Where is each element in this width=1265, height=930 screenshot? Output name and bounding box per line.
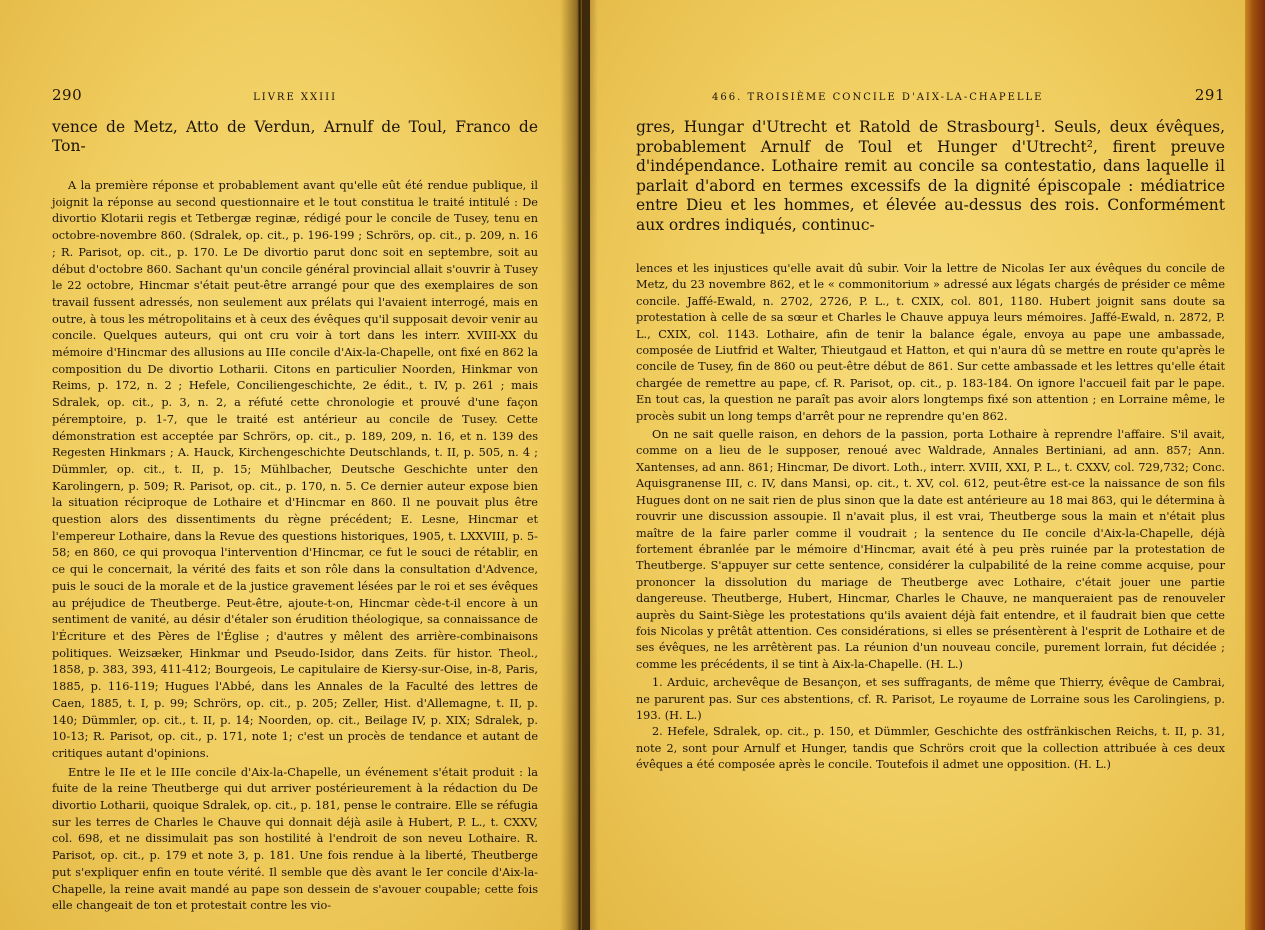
- footnote-1: 1. Arduic, archevêque de Besançon, et ses suffragants, de même que Thierry, évêque de Cambrai, ne parurent pas. Sur ces abstentions, cf. R. Parisot, Le royaume de Lorraine sous les Carolingiens, p. 193. (H. L.): [636, 676, 1225, 722]
- page-number: 290: [52, 86, 83, 104]
- footnote-paragraph: On ne sait quelle raison, en dehors de la passion, porta Lothaire à reprendre l'affaire. S'il avait, comme on a lieu de le supposer, renoué avec Waldrade, Annales Bertiniani, ad ann. 857; Ann. Xantenses, ad ann. 861; Hincmar, De divort. Loth., interr. XVIII, XXI, P. L., t. CXXV, col. 729,732; Conc. Aquisgranense III, c. IV, dans Mansi, op. cit., t. XV, col. 612, peut-être est-ce la naissance de son fils Hugues dont on ne sait rien de plus sinon que la date est antérieure au 18 mai 863, qui le détermina à rouvrir une discussion assoupie. Il n'avait plus, il est vrai, Theutberge sous la main et n'était plus maître de la faire parler comme il voudrait ; la sentence du IIe concile d'Aix-la-Chapelle, déjà fortement ébranlée par le mémoire d'Hincmar, avait été à peu près ruinée par la protestation de Theutberge. S'appuyer sur cette sentence, considérer la culpabilité de la reine comme acquise, pour prononcer la dissolution du mariage de Theutberge avec Lothaire, c'était jouer une partie dangereuse. Theutberge, Hubert, Hincmar, Charles le Chauve, ne manqueraient pas de renouveler auprès du Saint-Siège les protestations qu'ils avaient déjà fait entendre, et il faudrait bien que cette fois Nicolas y prêtât attention. Ces considérations, si elles se présentèrent à l'esprit de Lothaire et de ses évêques, ne les arrêtèrent pas. La réunion d'un nouveau concile, purement lorrain, fut décidée ; comme les précédents, il se tint à Aix-la-Chapelle. (H. L.): [636, 428, 1225, 671]
- page-number: 291: [1194, 86, 1225, 104]
- book-gutter: [560, 0, 598, 930]
- running-head: 466. TROISIÈME CONCILE D'AIX-LA-CHAPELLE: [712, 92, 1044, 103]
- footnote-paragraph: A la première réponse et probablement avant qu'elle eût été rendue publique, il joignit la réponse au second questionnaire et le tout constitua le traité intitulé : De divortio Klotarii regis et Tetbergæ reginæ, rédigé pour le concile de Tusey, tenu en octobre-novembre 860. (Sdralek, op. cit., p. 196-199 ; Schrörs, op. cit., p. 209, n. 16 ; R. Parisot, op. cit., p. 170. Le De divortio parut donc soit en septembre, soit au début d'octobre 860. Sachant qu'un concile général provincial allait s'ouvrir à Tusey le 22 octobre, Hincmar s'était peut-être arrangé pour que des exemplaires de son travail fussent adressés, non seulement aux prélats qui l'avaient interrogé, mais en outre, à tous les métropolitains et à ceux des évêques qu'il supposait devoir venir au concile. Quelques auteurs, qui ont cru voir à tort dans les interr. XVIII-XX du mémoire d'Hincmar des allusions au IIIe concile d'Aix-la-Chapelle, ont fixé en 862 la composition du De divortio Lotharii. Citons en particulier Noorden, Hinkmar von Reims, p. 172, n. 2 ; Hefele, Conciliengeschichte, 2e édit., t. IV, p. 261 ; mais Sdralek, op. cit., p. 3, n. 2, a réfuté cette chronologie et prouvé d'une façon péremptoire, p. 1-7, que le traité est antérieur au concile de Tusey. Cette démonstration est acceptée par Schrörs, op. cit., p. 189, 209, n. 16, et n. 139 des Regesten Hinkmars ; A. Hauck, Kirchengeschichte Deutschlands, t. II, p. 505, n. 4 ; Dümmler, op. cit., t. II, p. 15; Mühlbacher, Deutsche Geschichte unter den Karolingern, p. 509; R. Parisot, op. cit., p. 170, n. 5. Ce dernier auteur expose bien la situation réciproque de Lothaire et d'Hincmar en 860. Il ne pouvait plus être question alors des dissentiments du règne précédent; E. Lesne, Hincmar et l'empereur Lothaire, dans la Revue des questions historiques, 1905, t. LXXVIII, p. 5-58; en 860, ce qui provoqua l'intervention d'Hincmar, ce fut le souci de rétablir, en ce qui le concernait, la vérité des faits et son rôle dans la consultation d'Advence, puis le souci de la morale et de la justice gravement lésées par le roi et ses évêques au préjudice de Theutberge. Peut-être, ajoute-t-on, Hincmar cède-t-il encore à un sentiment de vanité, au désir d'étaler son érudition théologique, sa connaissance de l'Écriture et des Pères de l'Église ; d'autres y mêlent des arrière-combinaisons politiques. Weizsæker, Hinkmar und Pseudo-Isidor, dans Zeits. für histor. Theol., 1858, p. 383, 393, 411-412; Bourgeois, Le capitulaire de Kiersy-sur-Oise, in-8, Paris, 1885, p. 116-119; Hugues l'Abbé, dans les Annales de la Faculté des lettres de Caen, 1885, t. I, p. 99; Schrörs, op. cit., p. 205; Zeller, Hist. d'Allemagne, t. II, p. 140; Dümmler, op. cit., t. II, p. 14; Noorden, op. cit., Beilage IV, p. XIX; Sdralek, p. 10-13; R. Parisot, op. cit., p. 171, note 1; c'est un procès de tendance et autant de critiques autant d'opinions.: [52, 179, 538, 760]
- book-edge: [1245, 0, 1265, 930]
- left-page-header: [52, 86, 538, 110]
- right-page-header: [636, 86, 1225, 110]
- footnotes: [636, 261, 1225, 774]
- right-page: [590, 0, 1247, 930]
- footnote-paragraph: Entre le IIe et le IIIe concile d'Aix-la-Chapelle, un événement s'était produit : la fuite de la reine Theutberge qui dut arriver postérieurement à la rédaction du De divortio Lotharii, quoique Sdralek, op. cit., p. 181, pense le contraire. Elle se réfugia sur les terres de Charles le Chauve qui donnait déjà asile à Hubert, P. L., t. CXXV, col. 698, et ne dissimulait pas son hostilité à l'endroit de son neveu Lothaire. R. Parisot, op. cit., p. 179 et note 3, p. 181. Une fois rendue à la liberté, Theutberge put s'expliquer enfin en toute vérité. Il semble que dès avant le Ier concile d'Aix-la-Chapelle, la reine avait mandé au pape son dessein de s'avouer coupable; cette fois elle changeait de ton et protestait contre les vio-: [52, 765, 538, 913]
- main-text: gres, Hungar d'Utrecht et Ratold de Strasbourg¹. Seuls, deux évêques, probablement Arnulf de Toul et Hunger d'Utrecht², firent preuve d'indépendance. Lothaire remit au concile sa contestatio, dans laquelle il parlait d'abord en termes excessifs de la dignité épiscopale : médiatrice entre Dieu et les hommes, et élevée au-dessus des rois. Conformément aux ordres indiqués, continuc-: [636, 118, 1225, 234]
- footnote-paragraph: lences et les injustices qu'elle avait dû subir. Voir la lettre de Nicolas Ier aux évêques du concile de Metz, du 23 novembre 862, et le « commonitorium » adressé aux légats chargés de présider ce même concile. Jaffé-Ewald, n. 2702, 2726, P. L., t. CXIX, col. 801, 1180. Hubert joignit sans doute sa protestation à celle de sa sœur et Charles le Chauve appuya leurs mémoires. Jaffé-Ewald, n. 2872, P. L., CXIX, col. 1143. Lothaire, afin de tenir la balance égale, envoya au pape une ambassade, composée de Liutfrid et Walter, Thieutgaud et Hatton, et qui n'aura dû se mettre en route qu'après le concile de Tusey, fin de 860 ou peut-être début de 861. Sur cette ambassade et les lettres qu'elle était chargée de remettre au pape, cf. R. Parisot, op. cit., p. 183-184. On ignore l'accueil fait par le pape. En tout cas, la question ne paraît pas avoir alors longtemps fixé son attention ; en Lorraine même, le procès subit un long temps d'arrêt pour ne reprendre qu'en 862.: [636, 262, 1225, 423]
- main-text: vence de Metz, Atto de Verdun, Arnulf de Toul, Franco de Ton-: [52, 118, 538, 155]
- footnote-2: 2. Hefele, Sdralek, op. cit., p. 150, et Dümmler, Geschichte des ostfränkischen Reichs, t. II, p. 31, note 2, sont pour Arnulf et Hunger, tandis que Schrörs croit que la collection attribuée à ces deux évêques a été composée après le concile. Toutefois il admet une opposition. (H. L.): [636, 725, 1225, 772]
- footnotes: [52, 178, 538, 915]
- running-head: LIVRE XXIII: [253, 92, 338, 103]
- left-page: [0, 0, 582, 930]
